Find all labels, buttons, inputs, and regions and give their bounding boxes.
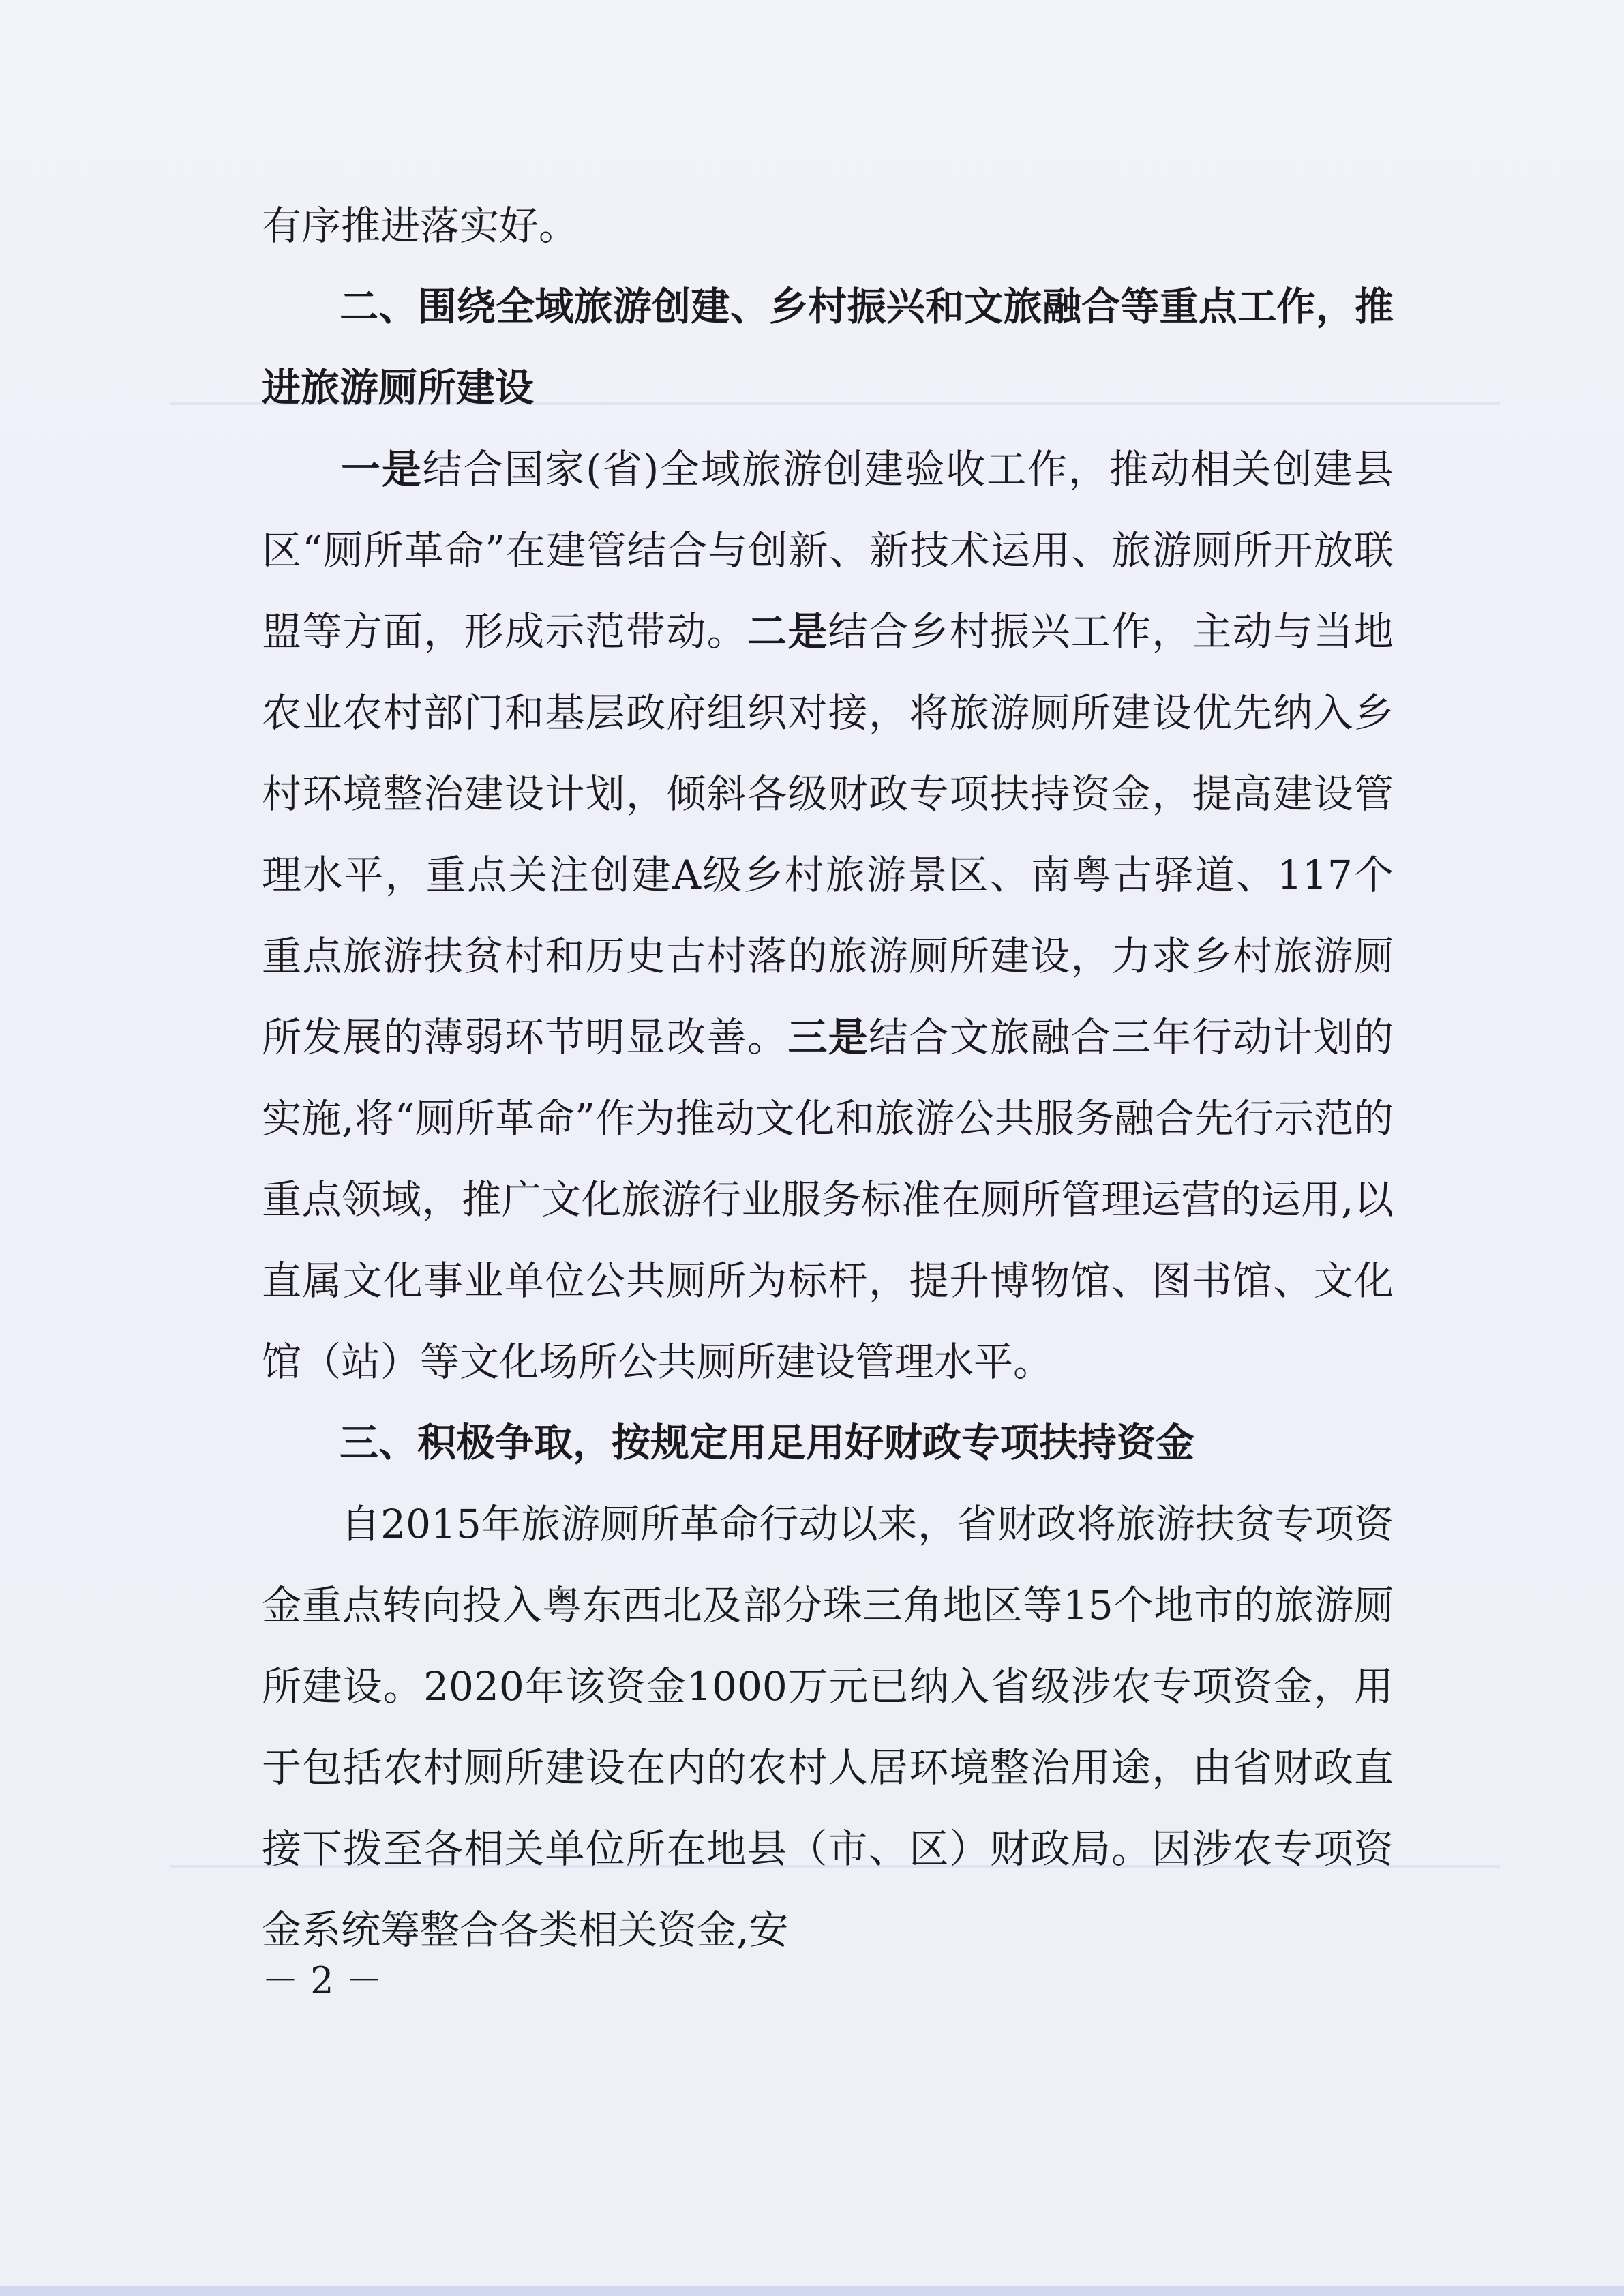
section-2-paragraph bbox=[262, 429, 1394, 1403]
paragraph-text: 结合国家(省)全域旅游创建验收工作，推动相关创建县区“厕所革命”在建管结合与创新、新技术运用、旅游厕所开放联盟等方面，形成示范带动。 bbox=[262, 446, 1394, 655]
lead-phrase: 三是 bbox=[787, 1014, 869, 1060]
paragraph-text: 结合文旅融合三年行动计划的实施,将“厕所革命”作为推动文化和旅游公共服务融合先行示范的重点领域，推广文化旅游行业服务标准在厕所管理运营的运用,以直属文化事业单位公共厕所为标杆，提升博物馆、图书馆、文化馆（站）等文化场所公共厕所建设管理水平。 bbox=[262, 1014, 1394, 1385]
paragraph-text: 结合乡村振兴工作，主动与当地农业农村部门和基层政府组织对接，将旅游厕所建设优先纳入乡村环境整治建设计划，倾斜各级财政专项扶持资金，提高建设管理水平，重点关注创建A级乡村旅游景区、南粤古驿道、117个重点旅游扶贫村和历史古村落的旅游厕所建设，力求乡村旅游厕所发展的薄弱环节明显改善。 bbox=[262, 608, 1394, 1060]
scan-edge bbox=[0, 2286, 1624, 2296]
section-heading-3: 三、积极争取，按规定用足用好财政专项扶持资金 bbox=[340, 1420, 1194, 1465]
section-heading-2: 二、围绕全域旅游创建、乡村振兴和文旅融合等重点工作，推进旅游厕所建设 bbox=[262, 284, 1394, 411]
document-body bbox=[262, 185, 1394, 1971]
section-3-paragraph: 自2015年旅游厕所革命行动以来，省财政将旅游扶贫专项资金重点转向投入粤东西北及部分珠三角地区等15个地市的旅游厕所建设。2020年该资金1000万元已纳入省级涉农专项资金，用于包括农村厕所建设在内的农村人居环境整治用途，由省财政直接下拨至各相关单位所在地县（市、区）财政局。因涉农专项资金系统筹整合各类相关资金,安 bbox=[262, 1501, 1394, 1953]
page-number: － 2 － bbox=[262, 1959, 382, 2002]
lead-phrase: 一是 bbox=[341, 446, 423, 492]
lead-phrase: 二是 bbox=[747, 608, 828, 655]
continuation-paragraph: 有序推进落实好。 bbox=[262, 203, 579, 249]
